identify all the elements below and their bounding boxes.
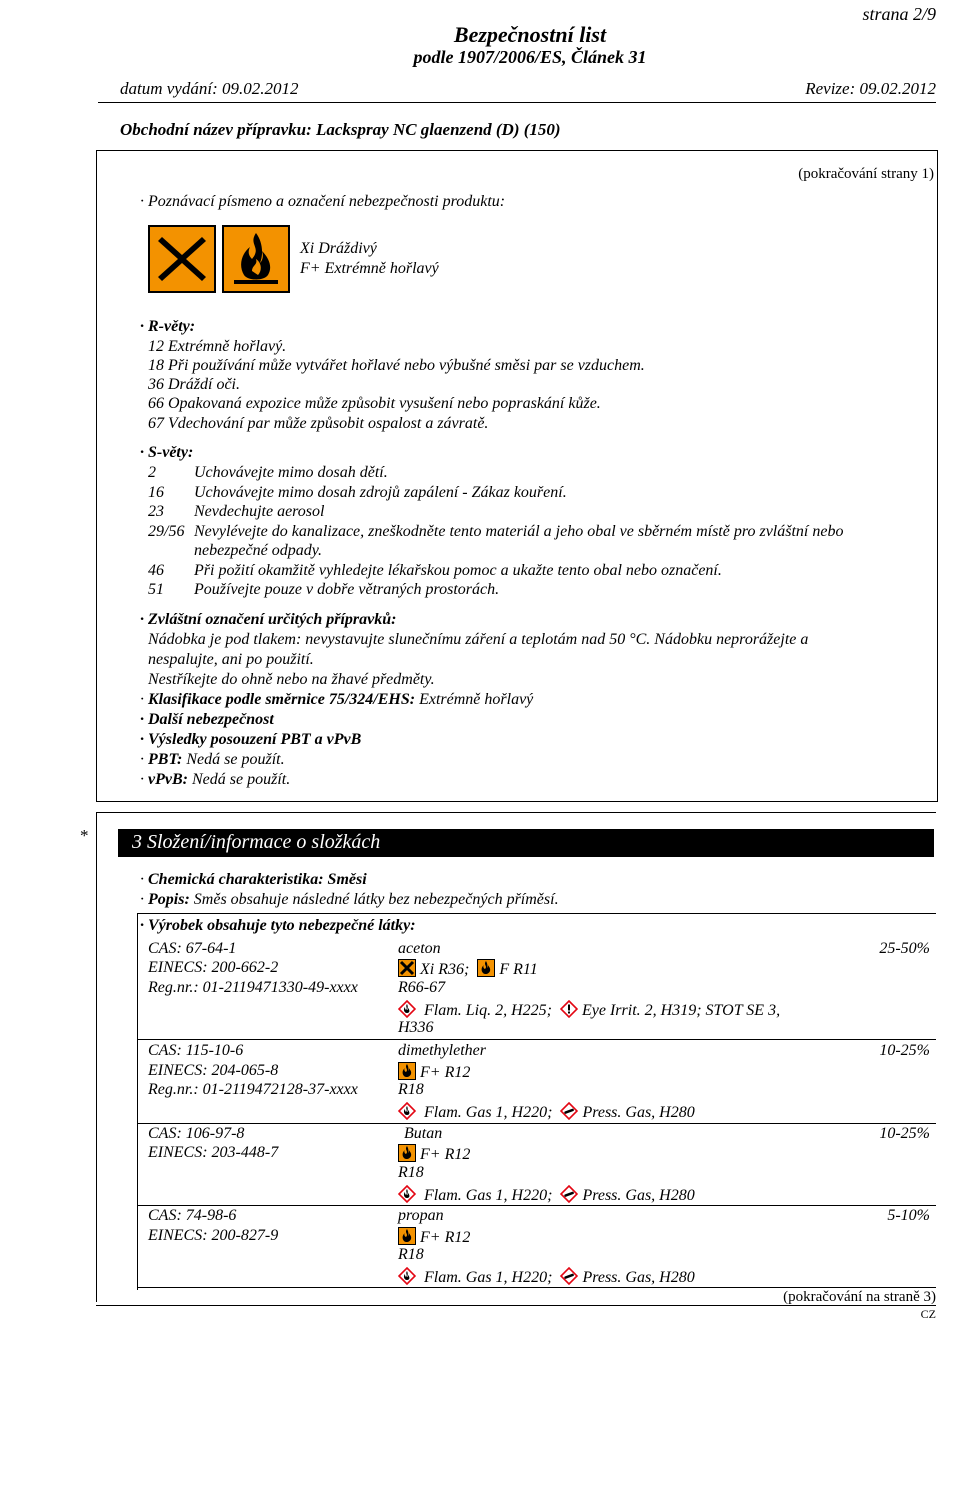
table-top-rule xyxy=(137,913,936,914)
hazard-heading: · Poznávací písmeno a označení nebezpečnosti produktu: xyxy=(140,193,506,210)
table-left-rule xyxy=(137,913,138,1290)
r-phrase: 12 Extrémně hořlavý. xyxy=(148,338,287,355)
cross-hazard-icon xyxy=(398,959,416,977)
r-phrase: 67 Vdechování par může způsobit ospalost a závratě. xyxy=(148,415,489,432)
substance-clp: Flam. Gas 1, H220; Press. Gas, H280 xyxy=(398,1185,695,1205)
substance-id: CAS: 74-98-6 xyxy=(148,1207,237,1224)
table-row-rule xyxy=(137,1123,936,1124)
revision-date: Revize: 09.02.2012 xyxy=(805,79,936,98)
header-rule xyxy=(98,102,936,103)
substance-clp: Flam. Liq. 2, H225; Eye Irrit. 2, H319; STOT SE 3, xyxy=(398,1000,780,1020)
description: · Popis: Směs obsahuje následné látky bez nebezpečných příměsí. xyxy=(140,891,559,908)
footer-rule xyxy=(96,1305,936,1306)
special-line: nespalujte, ani po použití. xyxy=(148,651,314,668)
section3-title: 3 Složení/informace o složkách xyxy=(132,831,381,853)
pbt-heading: · Výsledky posouzení PBT a vPvB xyxy=(140,731,362,748)
substance-r: R18 xyxy=(398,1164,424,1181)
substance-percent: 25-50% xyxy=(879,940,930,957)
s-phrases-heading: · S-věty: xyxy=(140,444,194,461)
substance-dsd: F+ R12 xyxy=(398,1144,470,1164)
substance-id: CAS: 106-97-8 xyxy=(148,1125,245,1142)
cross-hazard-icon xyxy=(148,225,216,293)
table-row-rule xyxy=(137,1205,936,1206)
continuation-from: (pokračování strany 1) xyxy=(798,166,934,182)
section3-title-bar xyxy=(118,829,934,857)
gas-cylinder-ghs-icon xyxy=(560,1102,578,1120)
substance-name: propan xyxy=(398,1207,444,1224)
r-phrase: 18 Při používání může vytvářet hořlavé nebo výbušné směsi par se vzduchem. xyxy=(148,357,645,374)
substance-r: R18 xyxy=(398,1081,424,1098)
flame-hazard-icon xyxy=(398,1102,416,1120)
flame-hazard-icon xyxy=(398,1144,416,1162)
substance-clp-cont: H336 xyxy=(398,1019,434,1036)
table-row-rule xyxy=(137,1039,936,1040)
continuation-next: (pokračování na straně 3) xyxy=(783,1289,936,1305)
substance-id: Reg.nr.: 01-2119472128-37-xxxx xyxy=(148,1081,358,1098)
substance-dsd: Xi R36; F R11 xyxy=(398,959,538,979)
substance-percent: 5-10% xyxy=(887,1207,930,1224)
substance-name: Butan xyxy=(404,1125,443,1142)
exclamation-ghs-icon xyxy=(560,1000,578,1018)
substance-percent: 10-25% xyxy=(879,1125,930,1142)
special-line: Nádobka je pod tlakem: nevystavujte slunečnímu záření a teplotám nad 50 °C. Nádobku neprorážejte a xyxy=(148,631,809,648)
flame-hazard-icon xyxy=(398,1062,416,1080)
flame-hazard-icon xyxy=(477,959,495,977)
flame-hazard-icon xyxy=(222,225,290,293)
change-marker: * xyxy=(80,826,89,845)
flammable-pictogram xyxy=(222,225,290,298)
s-phrase: 23 Nevdechujte aerosol xyxy=(148,503,325,520)
hazard-fplus: F+ Extrémně hořlavý xyxy=(300,260,439,277)
substance-clp: Flam. Gas 1, H220; Press. Gas, H280 xyxy=(398,1102,695,1122)
hazard-xi: Xi Dráždivý xyxy=(300,240,377,257)
special-heading: · Zvláštní označení určitých přípravků: xyxy=(140,611,397,628)
flame-hazard-icon xyxy=(398,1185,416,1203)
substance-id: EINECS: 204-065-8 xyxy=(148,1062,279,1079)
pbt-result: · PBT: Nedá se použít. xyxy=(140,751,285,768)
substance-dsd: F+ R12 xyxy=(398,1062,470,1082)
substance-id: CAS: 115-10-6 xyxy=(148,1042,244,1059)
s-phrase: 46 Při požití okamžitě vyhledejte lékařskou pomoc a ukažte tento obal nebo označení. xyxy=(148,562,722,579)
irritant-pictogram xyxy=(148,225,216,298)
document-title: Bezpečnostní list xyxy=(453,22,607,47)
s-phrase: nebezpečné odpady. xyxy=(194,542,322,559)
flame-hazard-icon xyxy=(398,1227,416,1245)
special-line: Nestříkejte do ohně nebo na žhavé předměty. xyxy=(148,671,435,688)
table-bottom-rule xyxy=(137,1287,936,1288)
other-hazards: · Další nebezpečnost xyxy=(140,711,274,728)
document-subtitle: podle 1907/2006/ES, Článek 31 xyxy=(413,47,647,67)
r-phrase: 66 Opakovaná expozice může způsobit vysušení nebo popraskání kůže. xyxy=(148,395,601,412)
s-phrase: 29/56 Nevylévejte do kanalizace, zneškodněte tento materiál a jeho obal ve sběrném místě pro zvláštní nebo xyxy=(148,523,844,540)
contains-heading: · Výrobek obsahuje tyto nebezpečné látky: xyxy=(140,917,416,934)
substance-name: dimethylether xyxy=(398,1042,486,1059)
gas-cylinder-ghs-icon xyxy=(560,1185,578,1203)
classification: · Klasifikace podle směrnice 75/324/EHS: Extrémně hořlavý xyxy=(140,691,534,708)
substance-name: aceton xyxy=(398,940,441,957)
trade-name: Obchodní název přípravku: Lackspray NC glaenzend (D) (150) xyxy=(120,120,561,139)
section3-left-rule xyxy=(96,812,97,1302)
substance-percent: 10-25% xyxy=(879,1042,930,1059)
s-phrase: 51 Používejte pouze v dobře větraných prostorách. xyxy=(148,581,500,598)
r-phrases-heading: · R-věty: xyxy=(140,318,196,335)
substance-id: EINECS: 200-827-9 xyxy=(148,1227,279,1244)
substance-r: R66-67 xyxy=(398,979,446,996)
substance-id: CAS: 67-64-1 xyxy=(148,940,237,957)
r-phrase: 36 Dráždí oči. xyxy=(148,376,240,393)
vpvb-result: · vPvB: Nedá se použít. xyxy=(140,771,291,788)
language-code: CZ xyxy=(920,1307,936,1321)
s-phrase: 2 Uchovávejte mimo dosah dětí. xyxy=(148,464,388,481)
substance-id: EINECS: 200-662-2 xyxy=(148,959,279,976)
gas-cylinder-ghs-icon xyxy=(560,1267,578,1285)
substance-clp: Flam. Gas 1, H220; Press. Gas, H280 xyxy=(398,1267,695,1287)
page-number: strana 2/9 xyxy=(862,4,936,24)
chem-characteristic: · Chemická charakteristika: Směsi xyxy=(140,871,367,888)
s-phrase: 16 Uchovávejte mimo dosah zdrojů zapálení - Zákaz kouření. xyxy=(148,484,567,501)
issue-date: datum vydání: 09.02.2012 xyxy=(120,79,299,98)
flame-hazard-icon xyxy=(398,1000,416,1018)
substance-r: R18 xyxy=(398,1246,424,1263)
substance-dsd: F+ R12 xyxy=(398,1227,470,1247)
substance-id: EINECS: 203-448-7 xyxy=(148,1144,279,1161)
substance-id: Reg.nr.: 01-2119471330-49-xxxx xyxy=(148,979,358,996)
flame-hazard-icon xyxy=(398,1267,416,1285)
